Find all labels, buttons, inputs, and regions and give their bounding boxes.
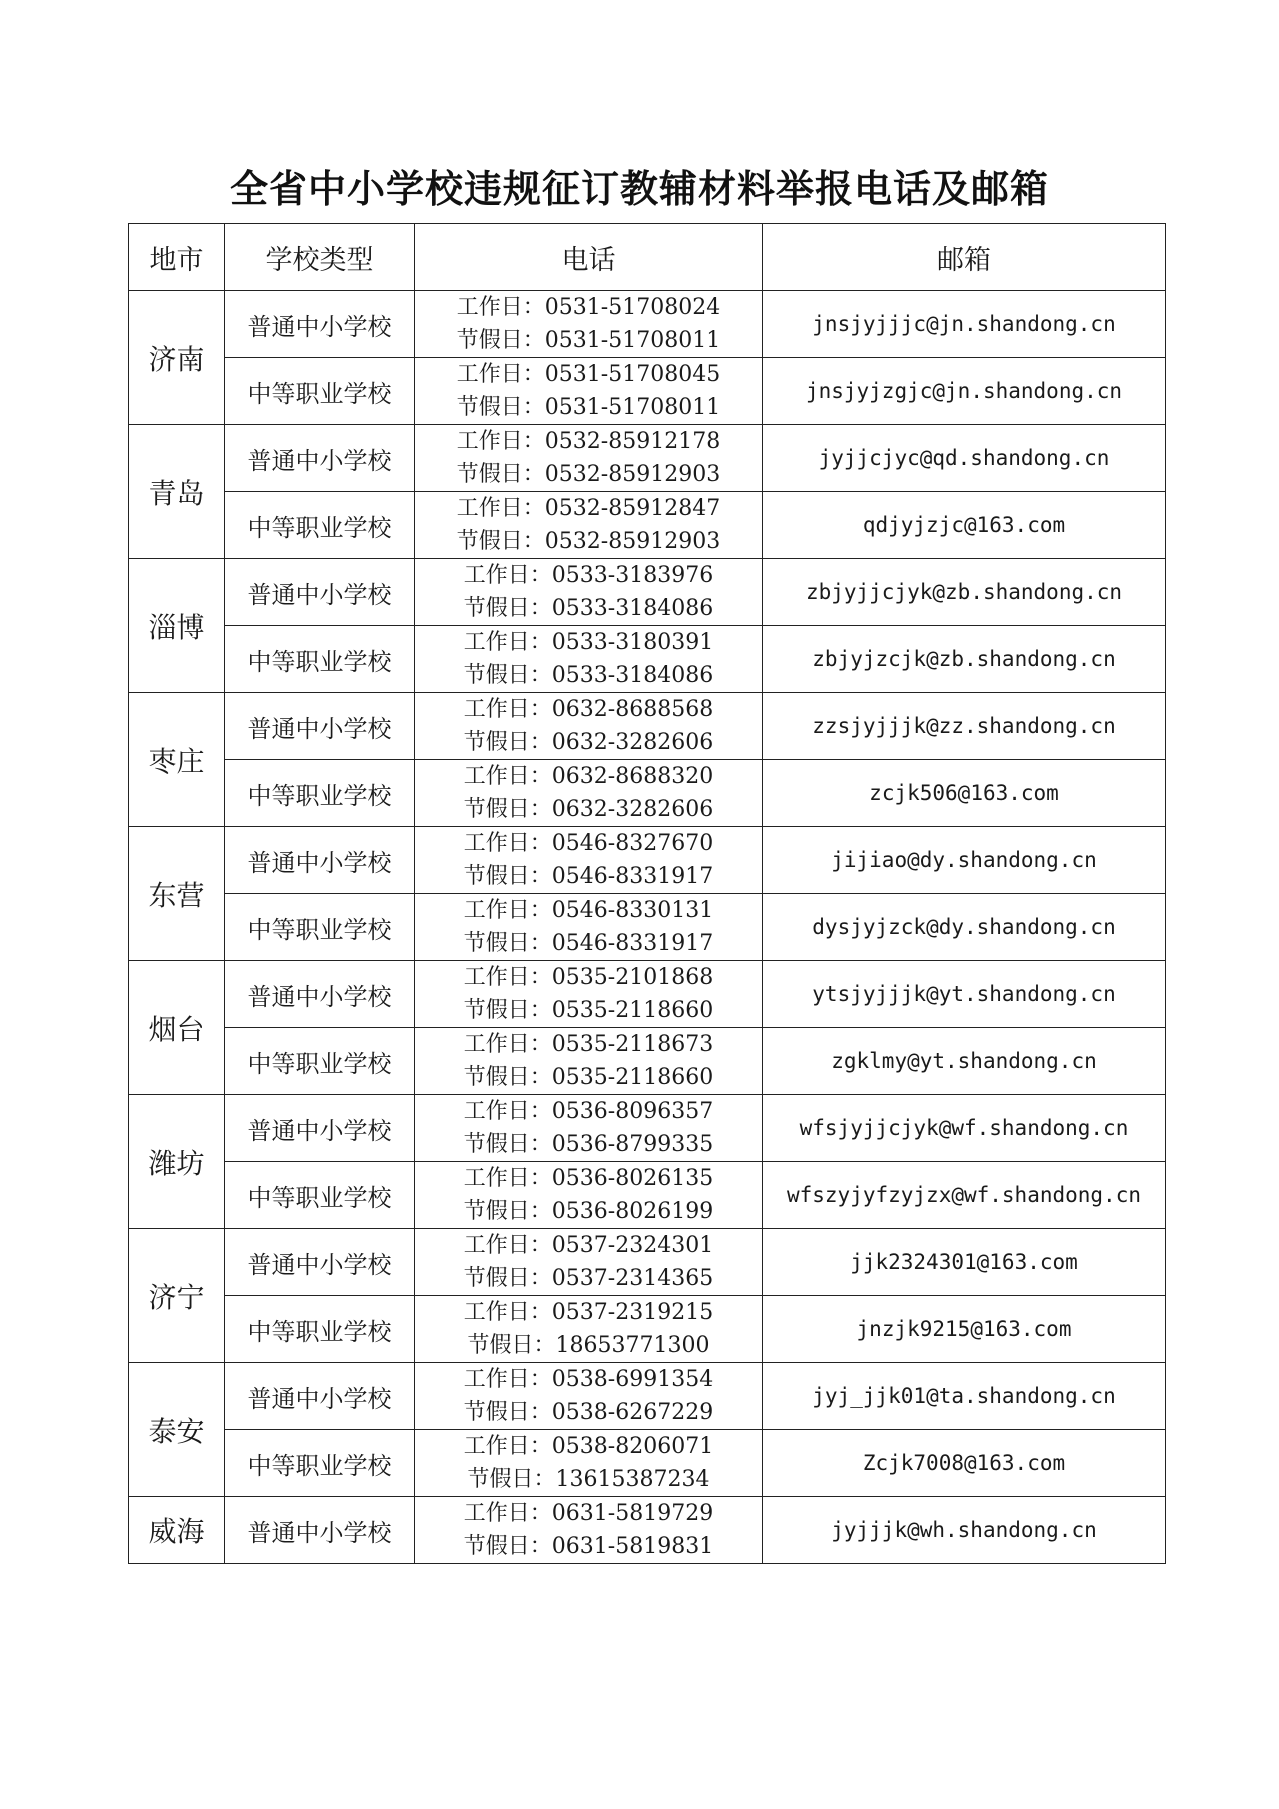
table-row [129,894,1166,961]
city-cell: 威海 [129,1497,225,1564]
city-cell: 泰安 [129,1363,225,1497]
holiday-phone: 节假日：0533-3184086 [463,596,714,621]
city-cell: 烟台 [129,961,225,1095]
school-type-cell: 中等职业学校 [225,1430,415,1497]
holiday-phone: 节假日：0531-51708011 [456,395,721,420]
workday-phone: 工作日：0536-8096357 [463,1099,714,1124]
table-row [129,1296,1166,1363]
school-type-cell: 普通中小学校 [225,425,415,492]
email-cell: zzsjyjjjk@zz.shandong.cn [763,693,1166,760]
phone-cell [415,425,763,492]
phone-cell [415,961,763,1028]
header-phone: 电话 [415,224,763,291]
header-school-type: 学校类型 [225,224,415,291]
table-row [129,1162,1166,1229]
table-row [129,693,1166,760]
table-row [129,626,1166,693]
school-type-cell: 普通中小学校 [225,1363,415,1430]
school-type-cell: 中等职业学校 [225,492,415,559]
email-cell: jnzjk9215@163.com [763,1296,1166,1363]
phone-cell [415,693,763,760]
email-cell: wfszyjyfzyjzx@wf.shandong.cn [763,1162,1166,1229]
workday-phone: 工作日：0536-8026135 [463,1166,714,1191]
table-row [129,291,1166,358]
holiday-phone: 节假日：0546-8331917 [463,931,714,956]
email-cell: zbjyjjcjyk@zb.shandong.cn [763,559,1166,626]
email-cell: dysjyjzck@dy.shandong.cn [763,894,1166,961]
workday-phone: 工作日：0533-3180391 [463,630,714,655]
workday-phone: 工作日：0537-2324301 [463,1233,714,1258]
workday-phone: 工作日：0632-8688568 [463,697,714,722]
workday-phone: 工作日：0538-6991354 [463,1367,714,1392]
holiday-phone: 节假日：0546-8331917 [463,864,714,889]
workday-phone: 工作日：0538-8206071 [463,1434,714,1459]
holiday-phone: 节假日：18653771300 [467,1333,710,1358]
holiday-phone: 节假日：0532-85912903 [456,529,721,554]
holiday-phone: 节假日：0536-8026199 [463,1199,714,1224]
school-type-cell: 普通中小学校 [225,291,415,358]
phone-cell [415,1028,763,1095]
school-type-cell: 普通中小学校 [225,1229,415,1296]
table-row [129,1430,1166,1497]
email-cell: jjk2324301@163.com [763,1229,1166,1296]
city-cell: 枣庄 [129,693,225,827]
phone-cell [415,760,763,827]
school-type-cell: 普通中小学校 [225,1095,415,1162]
table-row [129,1363,1166,1430]
school-type-cell: 中等职业学校 [225,1028,415,1095]
table-row [129,425,1166,492]
phone-cell [415,1162,763,1229]
table-row [129,559,1166,626]
workday-phone: 工作日：0531-51708045 [456,362,721,387]
workday-phone: 工作日：0532-85912847 [456,496,721,521]
phone-cell [415,1497,763,1564]
phone-cell [415,894,763,961]
email-cell: jnsjyjjjc@jn.shandong.cn [763,291,1166,358]
email-cell: zcjk506@163.com [763,760,1166,827]
table-row [129,1028,1166,1095]
school-type-cell: 中等职业学校 [225,626,415,693]
table-row [129,492,1166,559]
phone-cell [415,1430,763,1497]
holiday-phone: 节假日：0632-3282606 [463,797,714,822]
report-table [128,223,1166,1564]
school-type-cell: 中等职业学校 [225,358,415,425]
school-type-cell: 中等职业学校 [225,894,415,961]
email-cell: qdjyjzjc@163.com [763,492,1166,559]
table-row [129,961,1166,1028]
header-email: 邮箱 [763,224,1166,291]
page-title: 全省中小学校违规征订教辅材料举报电话及邮箱 [229,166,1049,211]
school-type-cell: 普通中小学校 [225,827,415,894]
phone-cell [415,492,763,559]
workday-phone: 工作日：0533-3183976 [463,563,714,588]
email-cell: zgklmy@yt.shandong.cn [763,1028,1166,1095]
workday-phone: 工作日：0537-2319215 [463,1300,714,1325]
phone-cell [415,1296,763,1363]
email-cell: zbjyjzcjk@zb.shandong.cn [763,626,1166,693]
school-type-cell: 普通中小学校 [225,559,415,626]
table-row [129,358,1166,425]
email-cell: Zcjk7008@163.com [763,1430,1166,1497]
email-cell: jijiao@dy.shandong.cn [763,827,1166,894]
phone-cell [415,559,763,626]
workday-phone: 工作日：0535-2118673 [463,1032,714,1057]
holiday-phone: 节假日：0538-6267229 [463,1400,714,1425]
holiday-phone: 节假日：0535-2118660 [463,998,714,1023]
holiday-phone: 节假日：0532-85912903 [456,462,721,487]
email-cell: jyjjjk@wh.shandong.cn [763,1497,1166,1564]
holiday-phone: 节假日：0631-5819831 [463,1534,714,1559]
workday-phone: 工作日：0631-5819729 [463,1501,714,1526]
phone-cell [415,626,763,693]
email-cell: jyj_jjk01@ta.shandong.cn [763,1363,1166,1430]
school-type-cell: 普通中小学校 [225,961,415,1028]
header-row [129,224,1166,291]
city-cell: 济宁 [129,1229,225,1363]
workday-phone: 工作日：0546-8327670 [463,831,714,856]
workday-phone: 工作日：0532-85912178 [456,429,721,454]
city-cell: 青岛 [129,425,225,559]
city-cell: 淄博 [129,559,225,693]
school-type-cell: 中等职业学校 [225,1296,415,1363]
holiday-phone: 节假日：0531-51708011 [456,328,721,353]
city-cell: 东营 [129,827,225,961]
phone-cell [415,1229,763,1296]
holiday-phone: 节假日：0632-3282606 [463,730,714,755]
phone-cell [415,358,763,425]
school-type-cell: 中等职业学校 [225,760,415,827]
table-row [129,1095,1166,1162]
school-type-cell: 普通中小学校 [225,693,415,760]
header-city: 地市 [129,224,225,291]
table-row [129,1497,1166,1564]
school-type-cell: 普通中小学校 [225,1497,415,1564]
phone-cell [415,827,763,894]
email-cell: jnsjyjzgjc@jn.shandong.cn [763,358,1166,425]
holiday-phone: 节假日：0535-2118660 [463,1065,714,1090]
table-row [129,760,1166,827]
school-type-cell: 中等职业学校 [225,1162,415,1229]
table-row [129,1229,1166,1296]
holiday-phone: 节假日：13615387234 [467,1467,710,1492]
workday-phone: 工作日：0531-51708024 [456,295,721,320]
email-cell: wfsjyjjcjyk@wf.shandong.cn [763,1095,1166,1162]
workday-phone: 工作日：0535-2101868 [463,965,714,990]
email-cell: ytsjyjjjk@yt.shandong.cn [763,961,1166,1028]
holiday-phone: 节假日：0536-8799335 [463,1132,714,1157]
phone-cell [415,291,763,358]
holiday-phone: 节假日：0533-3184086 [463,663,714,688]
phone-cell [415,1095,763,1162]
workday-phone: 工作日：0546-8330131 [463,898,714,923]
table-row [129,827,1166,894]
phone-cell [415,1363,763,1430]
email-cell: jyjjcjyc@qd.shandong.cn [763,425,1166,492]
city-cell: 济南 [129,291,225,425]
city-cell: 潍坊 [129,1095,225,1229]
workday-phone: 工作日：0632-8688320 [463,764,714,789]
holiday-phone: 节假日：0537-2314365 [463,1266,714,1291]
